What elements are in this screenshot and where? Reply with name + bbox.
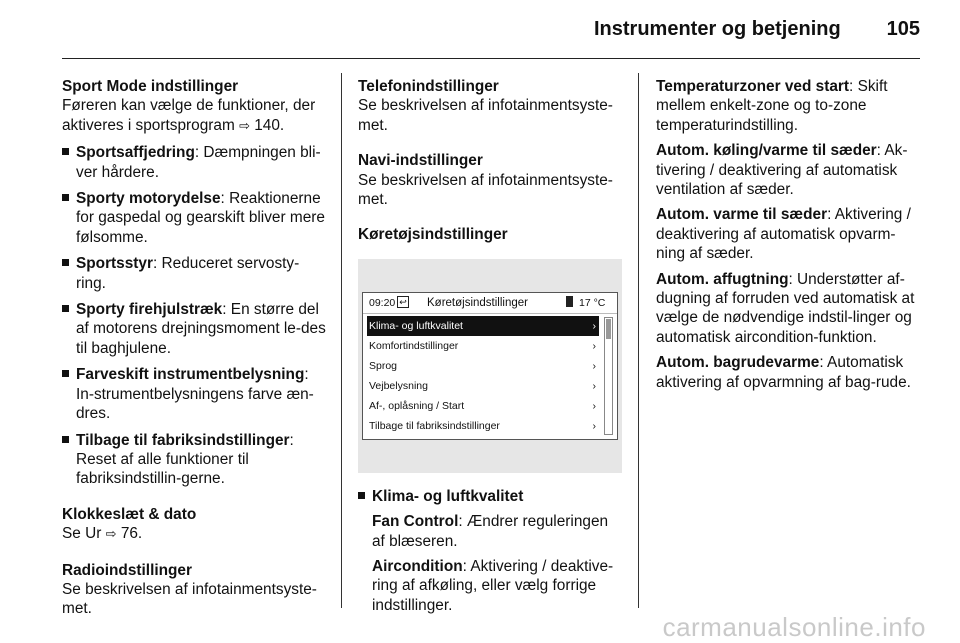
screen-clock: 09:20 [369,296,396,309]
vehicle-heading: Køretøjsindstillinger [358,226,508,244]
page-ref-icon: ⇨ [105,527,117,543]
column-3 [656,77,924,398]
outside-temperature: 17 °C [579,296,606,309]
sport-bullets [62,143,326,489]
chevron-right-icon: › [592,379,596,392]
column-divider [341,73,342,608]
vehicle-settings-illustration [358,259,622,473]
sport-mode-intro: Føreren kan vælge de funktioner, der aktiveres i sportsprogram ⇨ 140. [62,97,316,134]
bullet-item: Sportsaffjedring: Dæmpningen bli-ver hårdere. [62,143,326,182]
phone-icon [566,296,573,307]
chevron-right-icon: › [592,359,596,372]
screen-menu-list [367,316,599,436]
menu-item-locking[interactable]: Af-, oplåsning / Start › [367,396,599,416]
bullet-item: Sporty motorydelse: Reaktionerne for gaspedal og gearskift bliver mere følsomme. [62,189,326,247]
scrollbar-thumb[interactable] [606,319,611,339]
page-ref-icon: ⇨ [239,118,250,134]
setting-item: Autom. affugtning: Understøtter af-dugning af forruden ved automatisk at vælge de nødvendige indstil-linger og automatisk aircondition-funktion. [656,270,915,346]
setting-item: Autom. køling/varme til sæder: Ak-tivering / deaktivering af automatisk ventilation af sæder. [656,142,908,199]
column-2 [358,77,622,621]
chevron-right-icon: › [592,399,596,412]
radio-text: Se beskrivelsen af infotainmentsyste-met. [62,580,317,618]
page-ref[interactable]: 76. [120,525,143,543]
chapter-title: Instrumenter og betjening [594,18,841,40]
navi-heading: Navi-indstillinger [358,152,483,170]
watermark: carmanualsonline.info [662,612,926,642]
screen-scrollbar[interactable] [604,317,613,435]
setting-item: Temperaturzoner ved start: Skift mellem enkelt-zone og to-zone temperaturindstilling. [656,78,888,134]
page-number: 105 [886,18,920,40]
menu-item-lighting[interactable]: Vejbelysning › [367,376,599,396]
page-ref[interactable]: 140. [254,116,285,134]
setting-item: Autom. varme til sæder: Aktivering / deaktivering af automatisk opvarm-ning af sæder. [656,206,911,263]
menu-item-factory-reset[interactable]: Tilbage til fabriksindstillinger › [367,416,599,436]
chevron-right-icon: › [592,319,596,332]
bullet-item: Sportsstyr: Reduceret servosty-ring. [62,254,326,293]
clock-text: Se Ur ⇨ 76. [62,525,143,543]
chevron-right-icon: › [592,419,596,432]
sport-mode-heading: Sport Mode indstillinger [62,78,239,95]
chevron-right-icon: › [592,339,596,352]
phone-heading: Telefonindstillinger [358,78,499,95]
page-header [62,0,920,59]
clock-heading: Klokkeslæt & dato [62,505,197,523]
column-1 [62,77,326,619]
radio-heading: Radioindstillinger [62,561,192,579]
menu-item-climate[interactable]: Klima- og luftkvalitet › [367,316,599,336]
bullet-item: Klima- og luftkvalitet [358,487,622,506]
infotainment-screen [362,292,618,440]
bullet-item: Sporty firehjulstræk: En større del af motorens drejningsmoment le-des til baghjulene. [62,300,326,358]
menu-item-language[interactable]: Sprog › [367,356,599,376]
phone-text: Se beskrivelsen af infotainmentsyste-met. [358,97,613,134]
aircondition-item: Aircondition: Aktivering / deaktive-ring af afkøling, eller vælg forrige indstillinger. [372,558,614,614]
fan-control-item: Fan Control: Ændrer reguleringen af blæseren. [372,513,609,550]
back-icon: ↩ [397,296,409,308]
screen-header [363,293,617,314]
screen-title: Køretøjsindstillinger [427,296,528,309]
column-divider [638,73,639,608]
climate-options [358,512,622,615]
bullet-item: Farveskift instrumentbelysning: In-strumentbelysningens farve æn-dres. [62,365,326,423]
navi-text: Se beskrivelsen af infotainmentsyste-met. [358,171,613,209]
menu-item-comfort[interactable]: Komfortindstillinger › [367,336,599,356]
bullet-item: Tilbage til fabriksindstillinger: Reset af alle funktioner til fabriksindstillin-gerne. [62,431,326,489]
setting-item: Autom. bagrudevarme: Automatisk aktivering af opvarmning af bag-rude. [656,354,911,391]
